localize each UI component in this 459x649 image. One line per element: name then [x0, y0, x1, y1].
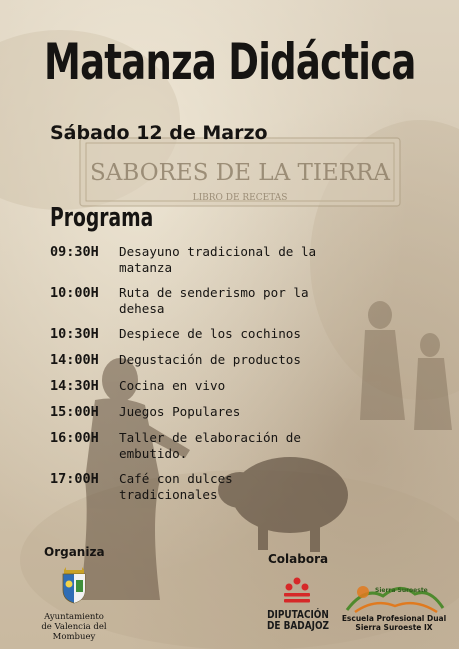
schedule-activity: Café con dulces tradicionales	[119, 471, 233, 502]
schedule-activity: Degustación de productos	[119, 352, 301, 367]
schedule-activity: Juegos Populares	[119, 404, 241, 419]
schedule-time: 09:30H	[50, 244, 99, 260]
schedule-time: 17:00H	[50, 471, 99, 487]
schedule-item	[50, 378, 350, 394]
escuela-name: Escuela Profesional Dual Sierra Suroeste IX	[341, 614, 447, 632]
schedule-item	[50, 244, 350, 276]
schedule-time: 16:00H	[50, 430, 99, 446]
program-heading: Programa	[50, 203, 154, 233]
event-date: Sábado 12 de Marzo	[50, 122, 268, 144]
schedule-time: 15:00H	[50, 404, 99, 420]
schedule-time: 14:30H	[50, 378, 99, 394]
ayuntamiento-name: Ayuntamiento de Valencia del Mombuey	[41, 612, 107, 642]
book-title: SABORES DE LA TIERRA	[90, 160, 390, 186]
schedule-activity: Taller de elaboración de embutido.	[119, 430, 301, 461]
escuela-logo-text: Sierra Suroeste	[375, 587, 428, 594]
schedule-item	[50, 471, 350, 503]
schedule-time: 10:30H	[50, 326, 99, 342]
schedule-activity: Ruta de senderismo por la dehesa	[119, 285, 309, 316]
schedule-time: 14:00H	[50, 352, 99, 368]
schedule-time: 10:00H	[50, 285, 99, 301]
schedule-activity: Desayuno tradicional de la matanza	[119, 244, 317, 275]
event-title: Matanza Didáctica	[44, 33, 416, 91]
escuela-logo-icon	[345, 578, 445, 614]
ayuntamiento-shield-icon	[60, 566, 88, 604]
book-subtitle: LIBRO DE RECETAS	[192, 193, 288, 203]
colabora-label: Colabora	[268, 552, 329, 566]
schedule-item	[50, 285, 350, 317]
schedule-activity: Cocina en vivo	[119, 378, 226, 393]
schedule-list	[50, 244, 350, 512]
diputacion-logo-icon	[280, 576, 314, 606]
schedule-item	[50, 326, 350, 342]
diputacion-name: DIPUTACIÓN DE BADAJOZ	[266, 609, 330, 632]
schedule-activity: Despiece de los cochinos	[119, 326, 301, 341]
schedule-item	[50, 430, 350, 462]
schedule-item	[50, 404, 350, 420]
schedule-item	[50, 352, 350, 368]
organiza-label: Organiza	[44, 545, 105, 559]
